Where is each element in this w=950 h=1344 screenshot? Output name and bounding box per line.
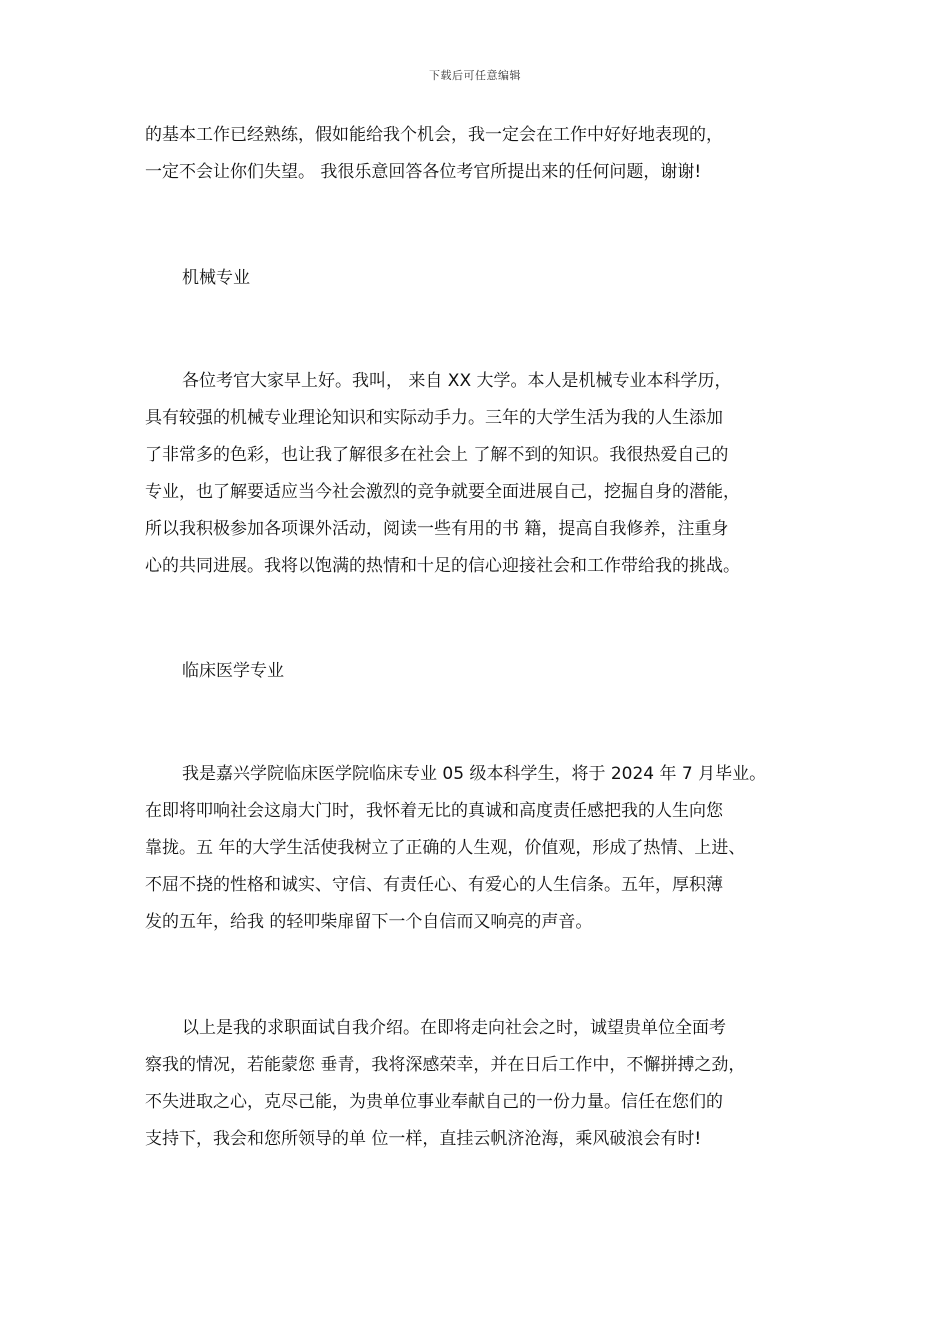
paragraph-line: 我是嘉兴学院临床医学院临床专业 05 级本科学生，将于 2024 年 7 月毕业。 bbox=[182, 764, 767, 784]
section-heading-mechanical: 机械专业 bbox=[182, 268, 250, 288]
paragraph-line: 的基本工作已经熟练，假如能给我个机会，我一定会在工作中好好地表现的， bbox=[145, 125, 723, 145]
paragraph-line: 专业，也了解要适应当今社会激烈的竞争就要全面进展自己，挖掘自身的潜能， bbox=[145, 482, 740, 502]
paragraph-line: 发的五年，给我 的轻叩柴扉留下一个自信而又响亮的声音。 bbox=[145, 912, 593, 932]
paragraph-line: 心的共同进展。我将以饱满的热情和十足的信心迎接社会和工作带给我的挑战。 bbox=[145, 556, 740, 576]
paragraph-line: 不屈不挠的性格和诚实、守信、有责任心、有爱心的人生信条。五年，厚积薄 bbox=[145, 875, 723, 895]
paragraph-line: 以上是我的求职面试自我介绍。在即将走向社会之时，诚望贵单位全面考 bbox=[182, 1018, 726, 1038]
section-heading-clinical: 临床医学专业 bbox=[182, 661, 284, 681]
page-header: 下载后可任意编辑 bbox=[429, 69, 521, 82]
paragraph-line: 在即将叩响社会这扇大门时，我怀着无比的真诚和高度责任感把我的人生向您 bbox=[145, 801, 723, 821]
paragraph-line: 靠拢。五 年的大学生活使我树立了正确的人生观，价值观，形成了热情、上进、 bbox=[145, 838, 746, 858]
paragraph-line: 各位考官大家早上好。我叫， 来自 XX 大学。本人是机械专业本科学历， bbox=[182, 371, 732, 391]
paragraph-line: 不失进取之心，克尽己能，为贵单位事业奉献自己的一份力量。信任在您们的 bbox=[145, 1092, 723, 1112]
paragraph-line: 了非常多的色彩，也让我了解很多在社会上 了解不到的知识。我很热爱自己的 bbox=[145, 445, 729, 465]
paragraph-line: 察我的情况，若能蒙您 垂青，我将深感荣幸，并在日后工作中，不懈拼搏之劲， bbox=[145, 1055, 746, 1075]
paragraph-line: 一定不会让你们失望。 我很乐意回答各位考官所提出来的任何问题，谢谢! bbox=[145, 162, 702, 182]
paragraph-line: 支持下，我会和您所领导的单 位一样，直挂云帆济沧海，乘风破浪会有时! bbox=[145, 1129, 702, 1149]
paragraph-line: 具有较强的机械专业理论知识和实际动手力。三年的大学生活为我的人生添加 bbox=[145, 408, 723, 428]
paragraph-line: 所以我积极参加各项课外活动，阅读一些有用的书 籍，提高自我修养，注重身 bbox=[145, 519, 729, 539]
